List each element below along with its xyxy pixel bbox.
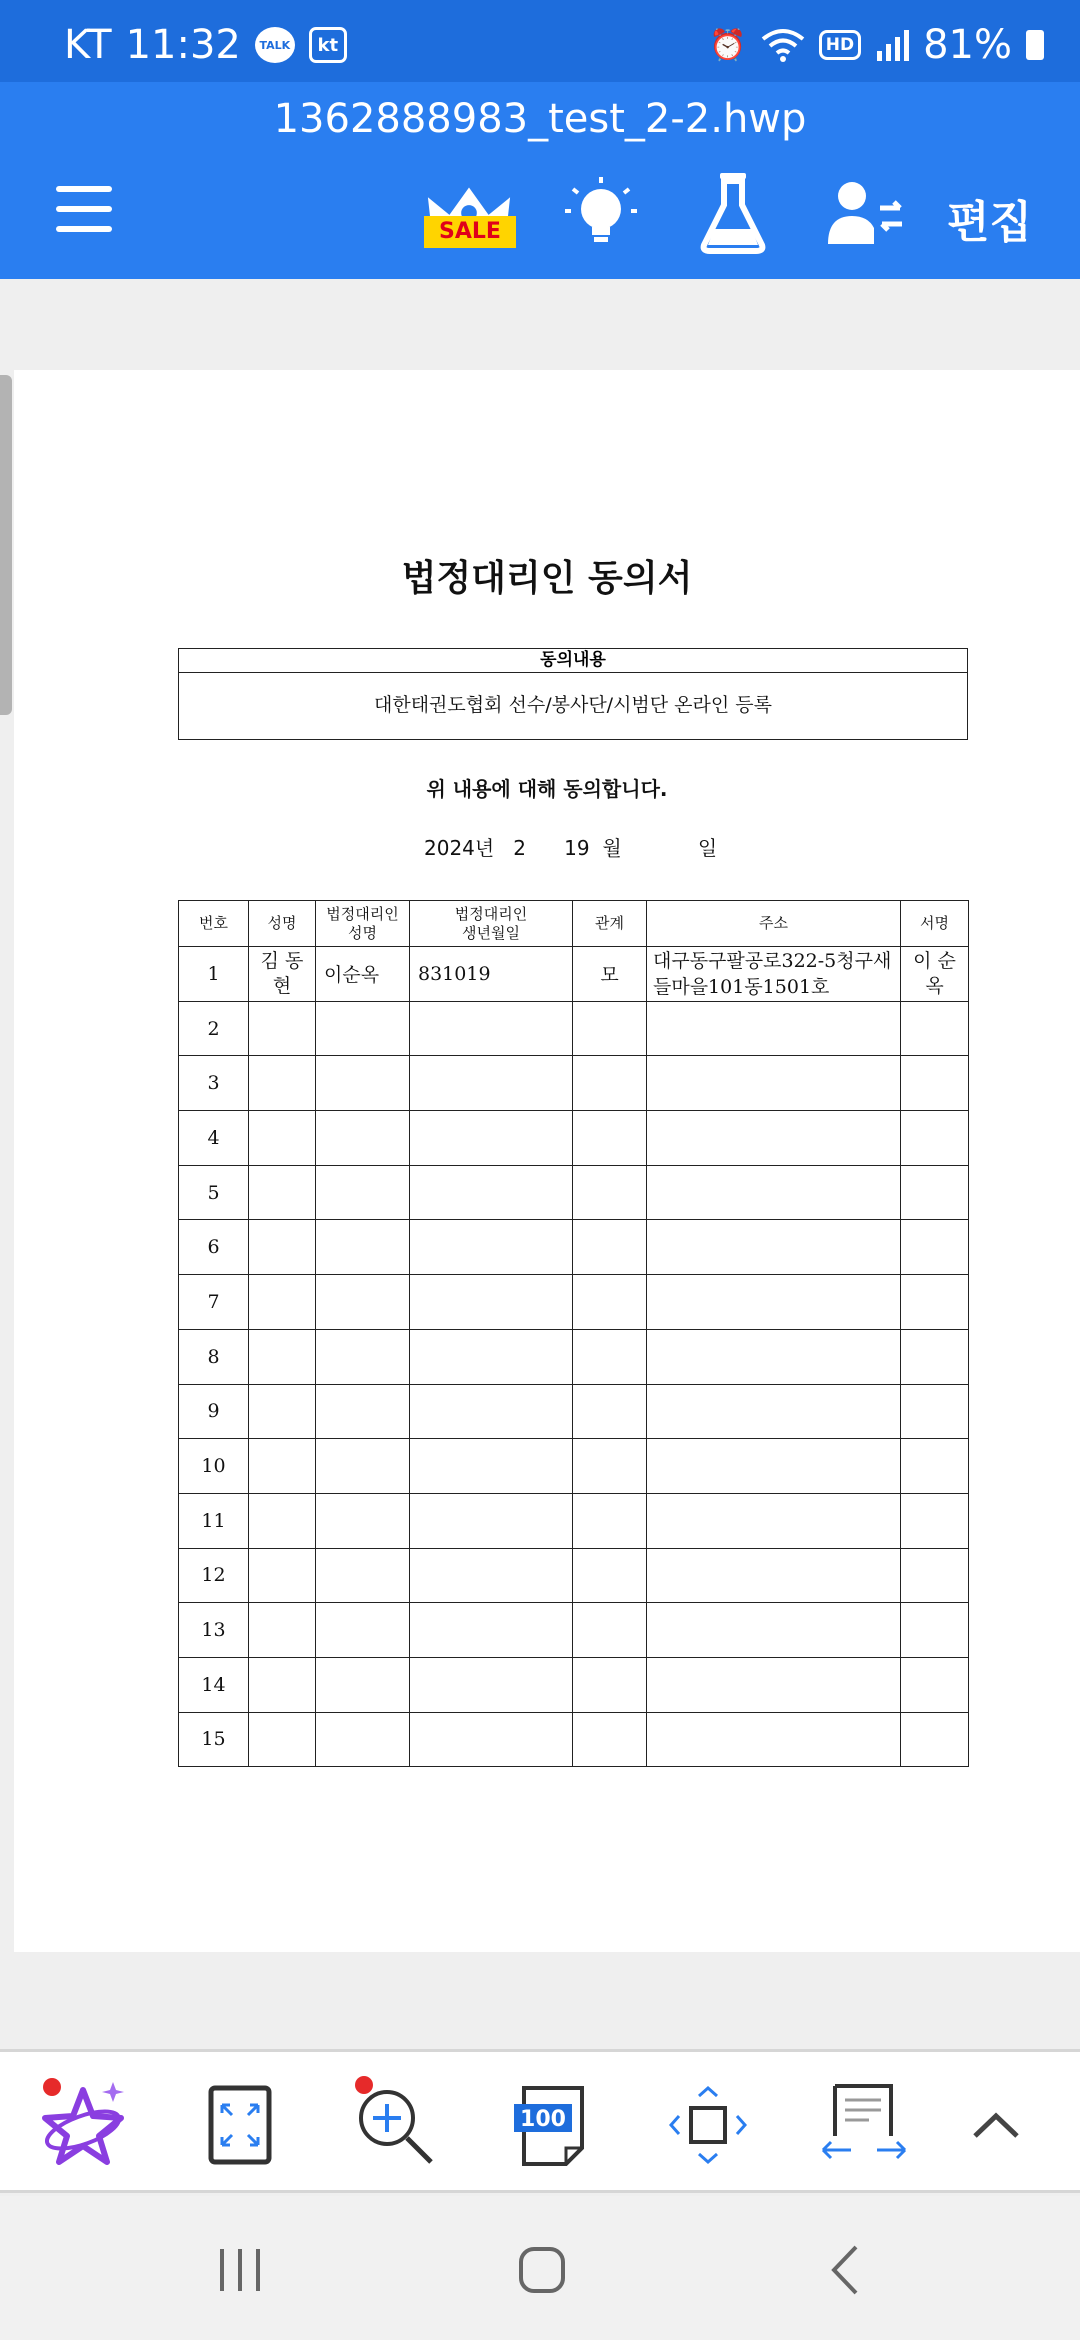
table-cell: 대구동구팔공로322-5청구새 들마을101동1501호 (647, 947, 901, 1002)
table-cell (249, 1493, 316, 1548)
user-switch-icon (828, 178, 906, 248)
recent-apps-button[interactable] (208, 2238, 272, 2302)
table-cell (901, 1056, 969, 1111)
document-heading: 법정대리인 동의서 (401, 558, 693, 599)
system-navigation-bar (0, 2196, 1080, 2340)
table-cell (647, 1493, 901, 1548)
table-cell (573, 1111, 647, 1166)
zoom-in-icon (351, 2082, 437, 2168)
table-cell (410, 1329, 573, 1384)
table-cell (249, 1056, 316, 1111)
table-row (179, 1657, 969, 1712)
table-header-cell: 번호 (179, 901, 249, 947)
table-header-cell: 서명 (901, 901, 969, 947)
back-icon (826, 2243, 862, 2297)
table-cell (316, 1439, 410, 1494)
table-cell (316, 1165, 410, 1220)
table-row (179, 1111, 969, 1166)
table-cell (647, 1220, 901, 1275)
status-bar (0, 0, 1080, 82)
menu-button[interactable] (56, 186, 112, 232)
zoom-100-icon (510, 2082, 590, 2168)
flask-icon (698, 171, 768, 255)
table-cell: 3 (179, 1056, 249, 1111)
table-cell (249, 1275, 316, 1330)
hd-voice-icon: HD (819, 30, 861, 60)
table-cell (647, 1712, 901, 1767)
kt-app-icon: kt (309, 27, 347, 63)
table-cell (901, 1001, 969, 1056)
table-cell (647, 1111, 901, 1166)
table-header-row (179, 901, 969, 947)
table-cell (249, 1384, 316, 1439)
table-cell: 2 (179, 1001, 249, 1056)
notification-dot (355, 2076, 373, 2094)
menu-icon-line (56, 226, 112, 232)
table-cell (316, 1657, 410, 1712)
switch-account-button[interactable] (822, 168, 912, 258)
move-view-icon (663, 2080, 753, 2170)
table-cell (316, 1603, 410, 1658)
table-cell (901, 1329, 969, 1384)
table-cell (410, 1384, 573, 1439)
guardian-table (178, 900, 969, 1767)
table-cell (901, 1712, 969, 1767)
table-cell (410, 1056, 573, 1111)
table-cell (316, 1493, 410, 1548)
table-cell (410, 1712, 573, 1767)
table-cell: 831019 (410, 947, 573, 1002)
notification-dot (43, 2078, 61, 2096)
table-row (179, 1548, 969, 1603)
table-cell (410, 1165, 573, 1220)
table-cell (573, 1493, 647, 1548)
table-cell (647, 1603, 901, 1658)
alarm-icon: ⏰ (709, 27, 747, 63)
table-row (179, 1056, 969, 1111)
table-cell (249, 1220, 316, 1275)
table-cell (573, 1712, 647, 1767)
table-cell (316, 1001, 410, 1056)
sale-badge: SALE (424, 216, 516, 248)
table-cell (249, 1439, 316, 1494)
table-cell (249, 1548, 316, 1603)
zoom-100-button[interactable] (502, 2080, 598, 2170)
table-cell (901, 1657, 969, 1712)
document-viewport[interactable] (0, 279, 1080, 2049)
table-cell (573, 1220, 647, 1275)
reflow-button[interactable] (816, 2080, 912, 2170)
agreement-statement: 위 내용에 대해 동의합니다. (426, 777, 668, 801)
table-cell (410, 1439, 573, 1494)
table-cell (647, 1056, 901, 1111)
table-cell: 5 (179, 1165, 249, 1220)
table-cell (647, 1548, 901, 1603)
zoom-badge-text: 100 (520, 2107, 566, 2132)
kakaotalk-icon: TALK (255, 27, 295, 63)
document-page (14, 370, 1080, 1952)
table-cell (573, 1001, 647, 1056)
table-body (179, 947, 969, 1767)
table-cell (249, 1111, 316, 1166)
table-cell: 김 동 현 (249, 947, 316, 1002)
table-cell (573, 1275, 647, 1330)
table-cell: 7 (179, 1275, 249, 1330)
table-cell: 14 (179, 1657, 249, 1712)
table-cell (647, 1001, 901, 1056)
table-cell: 10 (179, 1439, 249, 1494)
table-cell: 11 (179, 1493, 249, 1548)
status-right (709, 22, 1044, 68)
table-cell (410, 1657, 573, 1712)
table-cell (573, 1657, 647, 1712)
table-cell: 8 (179, 1329, 249, 1384)
chevron-up-icon (971, 2110, 1021, 2140)
signal-icon (875, 29, 909, 61)
table-cell (410, 1548, 573, 1603)
table-cell: 6 (179, 1220, 249, 1275)
scroll-handle[interactable] (0, 375, 12, 715)
table-row (179, 1329, 969, 1384)
table-row (179, 1712, 969, 1767)
table-row (179, 1384, 969, 1439)
fit-screen-icon (208, 2085, 272, 2165)
table-cell (573, 1603, 647, 1658)
menu-icon-line (56, 206, 112, 212)
fit-screen-button[interactable] (192, 2080, 288, 2170)
table-cell (647, 1165, 901, 1220)
table-cell (901, 1439, 969, 1494)
table-row (179, 1165, 969, 1220)
table-cell: 모 (573, 947, 647, 1002)
status-left (64, 22, 347, 68)
table-row (179, 1439, 969, 1494)
table-cell (901, 1275, 969, 1330)
expand-toolbar-button[interactable] (948, 2080, 1044, 2170)
table-row (179, 947, 969, 1002)
menu-icon-line (56, 186, 112, 192)
table-cell (316, 1111, 410, 1166)
app-bar (0, 82, 1080, 279)
consent-text: 대한태권도협회 선수/봉사단/시범단 온라인 등록 (373, 694, 772, 716)
battery-percent: 81% (923, 22, 1012, 68)
battery-icon (1026, 30, 1044, 60)
table-cell (647, 1329, 901, 1384)
table-cell (410, 1275, 573, 1330)
table-cell (249, 1001, 316, 1056)
table-cell (647, 1657, 901, 1712)
table-cell (410, 1493, 573, 1548)
table-cell (249, 1165, 316, 1220)
table-row (179, 1001, 969, 1056)
table-cell (647, 1384, 901, 1439)
table-cell (573, 1329, 647, 1384)
table-cell (573, 1439, 647, 1494)
carrier-label: KT (64, 22, 112, 68)
table-cell (573, 1384, 647, 1439)
table-cell (316, 1384, 410, 1439)
table-cell: 13 (179, 1603, 249, 1658)
table-cell (316, 1329, 410, 1384)
move-view-button[interactable] (660, 2080, 756, 2170)
reflow-icon (819, 2080, 909, 2170)
table-cell (316, 1548, 410, 1603)
recent-apps-icon (216, 2245, 264, 2295)
consent-box (178, 648, 968, 740)
lightbulb-icon (561, 173, 641, 253)
table-cell (316, 1056, 410, 1111)
table-cell (410, 1603, 573, 1658)
table-cell (316, 1275, 410, 1330)
table-row (179, 1220, 969, 1275)
table-cell: 이순옥 (316, 947, 410, 1002)
date-line: 2024년 2 19 월 일 (424, 836, 718, 860)
table-header-cell: 주소 (647, 901, 901, 947)
table-cell: 12 (179, 1548, 249, 1603)
back-button[interactable] (812, 2238, 876, 2302)
table-cell (249, 1603, 316, 1658)
bottom-toolbar (0, 2049, 1080, 2193)
table-cell (410, 1220, 573, 1275)
table-cell (901, 1165, 969, 1220)
table-header-cell: 법정대리인 생년월일 (410, 901, 573, 947)
table-cell: 15 (179, 1712, 249, 1767)
table-cell (573, 1548, 647, 1603)
table-cell (647, 1439, 901, 1494)
table-cell (249, 1329, 316, 1384)
table-header-cell: 법정대리인 성명 (316, 901, 410, 947)
document-file-name: 1362888983_test_2-2.hwp (273, 96, 807, 142)
table-cell (901, 1111, 969, 1166)
table-cell (901, 1384, 969, 1439)
clock: 11:32 (125, 22, 241, 68)
table-cell: 4 (179, 1111, 249, 1166)
table-cell (249, 1712, 316, 1767)
table-cell (410, 1111, 573, 1166)
table-cell (901, 1603, 969, 1658)
home-icon (517, 2245, 567, 2295)
table-cell (316, 1220, 410, 1275)
table-cell: 1 (179, 947, 249, 1002)
table-cell (901, 1220, 969, 1275)
table-row (179, 1603, 969, 1658)
table-row (179, 1493, 969, 1548)
wifi-icon (761, 27, 805, 63)
table-cell: 9 (179, 1384, 249, 1439)
table-header-cell: 성명 (249, 901, 316, 947)
table-cell (410, 1001, 573, 1056)
table-row (179, 1275, 969, 1330)
table-cell (573, 1056, 647, 1111)
tips-button[interactable] (556, 168, 646, 258)
labs-button[interactable] (688, 168, 778, 258)
edit-button[interactable]: 편집 (946, 197, 1032, 248)
consent-header: 동의내용 (179, 649, 967, 673)
table-cell: 이 순 옥 (901, 947, 969, 1002)
table-cell (901, 1493, 969, 1548)
table-cell (249, 1657, 316, 1712)
home-button[interactable] (510, 2238, 574, 2302)
table-cell (901, 1548, 969, 1603)
table-cell (573, 1165, 647, 1220)
table-cell (316, 1712, 410, 1767)
table-cell (647, 1275, 901, 1330)
table-header-cell: 관계 (573, 901, 647, 947)
